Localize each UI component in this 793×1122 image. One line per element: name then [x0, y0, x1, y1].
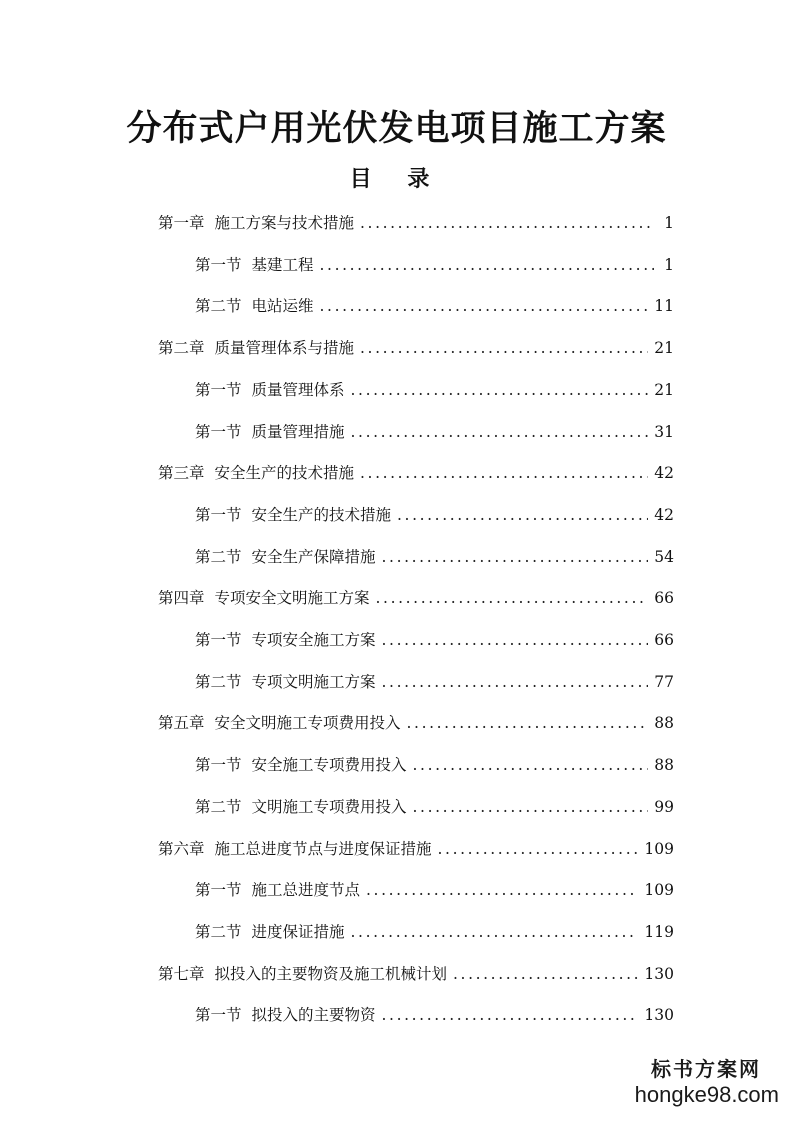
toc-dot-leader — [407, 712, 649, 734]
toc-entry-number: 第一节 — [195, 422, 242, 441]
toc-entry-title: 施工总进度节点 — [251, 881, 361, 900]
toc-entry-chapter[interactable] — [158, 704, 674, 734]
toc-entry-page-number: 130 — [644, 1006, 674, 1025]
toc-entry-number: 第一节 — [195, 380, 242, 399]
toc-dot-leader — [351, 421, 649, 443]
toc-entry-number: 第二节 — [195, 922, 242, 941]
toc-dot-leader — [360, 212, 654, 234]
toc-entry-title: 进度保证措施 — [251, 922, 345, 941]
toc-entry-title: 安全生产保障措施 — [251, 547, 376, 566]
toc-entry-number: 第二节 — [195, 797, 242, 816]
toc-entry-number: 第一节 — [195, 881, 242, 900]
toc-entry-section[interactable] — [195, 913, 674, 943]
toc-entry-title: 电站运维 — [251, 297, 314, 316]
toc-entry-number: 第二节 — [195, 297, 242, 316]
toc-entry-number: 第一节 — [195, 1006, 242, 1025]
toc-entry-title: 基建工程 — [251, 255, 314, 274]
toc-entry-section[interactable] — [195, 788, 674, 818]
toc-dot-leader — [397, 504, 648, 526]
toc-entry-title: 安全文明施工专项费用投入 — [214, 714, 401, 733]
toc-entry-page-number: 130 — [644, 964, 674, 983]
toc-entry-page-number: 119 — [644, 922, 674, 941]
toc-dot-leader — [360, 337, 648, 359]
toc-dot-leader — [320, 254, 654, 276]
toc-entry-page-number: 1 — [664, 214, 674, 232]
toc-entry-number: 第二章 — [158, 339, 205, 358]
toc-dot-leader — [413, 796, 649, 818]
toc-dot-leader — [382, 629, 649, 651]
toc-entry-title: 安全施工专项费用投入 — [251, 756, 407, 775]
toc-entry-number: 第二节 — [195, 547, 242, 566]
toc-entry-page-number: 66 — [654, 631, 674, 649]
toc-entry-number: 第一节 — [195, 255, 242, 274]
watermark-site-name: 标书方案网 — [651, 1057, 761, 1081]
toc-dot-leader — [351, 921, 639, 943]
toc-entry-title: 专项文明施工方案 — [251, 672, 376, 691]
toc-entry-title: 施工方案与技术措施 — [214, 214, 355, 232]
toc-entry-number: 第三章 — [158, 464, 205, 483]
toc-entry-section[interactable] — [195, 287, 674, 317]
watermark — [635, 1056, 779, 1108]
toc-entry-number: 第七章 — [158, 964, 205, 983]
toc-entry-number: 第二节 — [195, 672, 242, 691]
toc-entry-number: 第一节 — [195, 756, 242, 775]
toc-entry-page-number: 66 — [654, 589, 674, 608]
toc-entry-number: 第五章 — [158, 714, 205, 733]
toc-entry-chapter[interactable] — [158, 204, 674, 234]
toc-entry-title: 安全生产的技术措施 — [214, 464, 355, 483]
toc-entry-number: 第一章 — [158, 214, 205, 232]
toc-entry-number: 第四章 — [158, 589, 205, 608]
toc-entry-title: 施工总进度节点与进度保证措施 — [214, 839, 432, 858]
toc-entry-number: 第一节 — [195, 505, 242, 524]
toc-entry-number: 第一节 — [195, 631, 242, 649]
toc-dot-leader — [320, 295, 649, 317]
toc-entry-chapter[interactable] — [158, 329, 674, 359]
toc-dot-leader — [376, 587, 649, 609]
toc-entry-section[interactable] — [195, 371, 674, 401]
toc-entry-title: 质量管理措施 — [251, 422, 345, 441]
toc-dot-leader — [453, 963, 638, 985]
toc-entry-chapter[interactable] — [158, 454, 674, 484]
toc-entry-page-number: 54 — [654, 547, 674, 566]
toc-entry-title: 专项安全施工方案 — [251, 631, 376, 649]
toc-entry-page-number: 21 — [654, 339, 674, 358]
toc-dot-leader — [351, 379, 649, 401]
toc-entry-chapter[interactable] — [158, 955, 674, 985]
toc-entry-section[interactable] — [195, 621, 674, 651]
toc-entry-section[interactable] — [195, 663, 674, 693]
toc-entry-page-number: 109 — [644, 839, 674, 858]
toc-entry-page-number: 42 — [654, 505, 674, 524]
toc-entry-title: 质量管理体系与措施 — [214, 339, 355, 358]
toc-entry-section[interactable] — [195, 246, 674, 276]
toc-dot-leader — [438, 838, 639, 860]
toc-dot-leader — [382, 671, 649, 693]
toc-dot-leader — [382, 546, 649, 568]
toc-entry-page-number: 1 — [664, 255, 674, 274]
toc-entry-chapter[interactable] — [158, 579, 674, 609]
toc-entry-section[interactable] — [195, 538, 674, 568]
toc-dot-leader — [413, 754, 649, 776]
toc-entry-page-number: 77 — [654, 672, 674, 691]
toc-entry-section[interactable] — [195, 871, 674, 901]
toc-entry-title: 质量管理体系 — [251, 380, 345, 399]
toc-entry-title: 专项安全文明施工方案 — [214, 589, 370, 608]
toc-dot-leader — [360, 462, 648, 484]
toc-entry-section[interactable] — [195, 496, 674, 526]
toc-entry-section[interactable] — [195, 413, 674, 443]
toc-entry-chapter[interactable] — [158, 830, 674, 860]
toc-entry-page-number: 11 — [654, 297, 674, 316]
toc-entry-page-number: 88 — [654, 714, 674, 733]
toc-entry-number: 第六章 — [158, 839, 205, 858]
toc-entry-section[interactable] — [195, 746, 674, 776]
toc-entry-page-number: 99 — [654, 797, 674, 816]
toc-entry-page-number: 109 — [644, 881, 674, 900]
toc-entry-title: 文明施工专项费用投入 — [251, 797, 407, 816]
toc-entry-page-number: 31 — [654, 422, 674, 441]
watermark-url: hongke98.com — [634, 1082, 779, 1107]
toc-entry-title: 拟投入的主要物资 — [251, 1006, 376, 1025]
toc-dot-leader — [366, 879, 638, 901]
toc-entry-page-number: 88 — [654, 756, 674, 775]
toc-dot-leader — [382, 1004, 639, 1026]
toc-entry-title: 拟投入的主要物资及施工机械计划 — [214, 964, 448, 983]
document-title: 分布式户用光伏发电项目施工方案 — [126, 108, 667, 149]
toc-entry-page-number: 21 — [654, 380, 674, 399]
toc-entry-title: 安全生产的技术措施 — [251, 505, 392, 524]
toc-heading: 目 录 — [349, 166, 444, 192]
toc-entry-page-number: 42 — [654, 464, 674, 483]
toc-entry-section[interactable] — [195, 996, 674, 1026]
